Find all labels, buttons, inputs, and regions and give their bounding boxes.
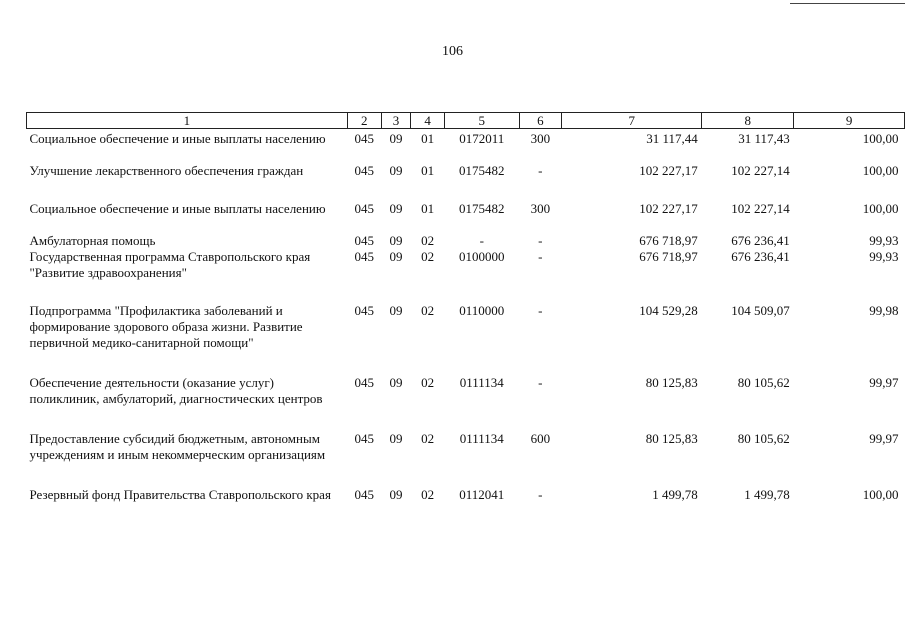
table-row <box>27 233 905 249</box>
code-cell: - <box>538 303 543 318</box>
code-cell: 0111134 <box>459 375 504 390</box>
column-header: 8 <box>702 113 794 129</box>
code-cell: 09 <box>389 249 403 264</box>
code-cell: 09 <box>389 431 403 446</box>
code-cell: 0175482 <box>459 201 505 216</box>
table-row <box>27 129 905 164</box>
amount-cell: 31 117,44 <box>646 131 698 146</box>
code-cell: 02 <box>421 431 435 446</box>
column-header: 1 <box>27 113 348 129</box>
code-cell: 09 <box>389 201 403 216</box>
column-header: 5 <box>445 113 520 129</box>
column-header: 7 <box>562 113 702 129</box>
item-name: Амбулаторная помощь <box>29 233 156 248</box>
code-cell: 045 <box>354 233 374 248</box>
code-cell: - <box>538 163 543 178</box>
item-name: Резервный фонд Правительства Ставропольского края <box>29 487 331 502</box>
amount-cell: 102 227,14 <box>731 201 790 216</box>
amount-cell: 31 117,43 <box>738 131 790 146</box>
code-cell: 09 <box>389 233 403 248</box>
percent-cell: 99,97 <box>869 375 899 390</box>
amount-cell: 676 236,41 <box>731 249 790 264</box>
item-name: Социальное обеспечение и иные выплаты населению <box>29 201 326 216</box>
code-cell: 0175482 <box>459 163 505 178</box>
code-cell: 300 <box>530 131 551 146</box>
code-cell: 0112041 <box>459 487 505 502</box>
amount-cell: 80 105,62 <box>737 375 790 390</box>
code-cell: 045 <box>354 303 374 318</box>
table-row <box>27 375 905 431</box>
item-name: Социальное обеспечение и иные выплаты населению <box>29 131 326 146</box>
amount-cell: 102 227,17 <box>639 163 698 178</box>
item-name: Обеспечение деятельности (оказание услуг) поликлиник, амбулаторий, диагностических центров <box>29 375 323 406</box>
code-cell: 02 <box>421 233 435 248</box>
code-cell: 01 <box>421 201 435 216</box>
amount-cell: 102 227,17 <box>639 201 698 216</box>
amount-cell: 80 125,83 <box>645 375 698 390</box>
budget-table <box>26 112 905 523</box>
code-cell: 02 <box>421 375 435 390</box>
amount-cell: 676 236,41 <box>731 233 790 248</box>
code-cell: 045 <box>354 431 374 446</box>
code-cell: 09 <box>389 163 403 178</box>
code-cell: 045 <box>354 201 374 216</box>
column-header: 2 <box>347 113 381 129</box>
amount-cell: 104 529,28 <box>639 303 698 318</box>
code-cell: 09 <box>389 303 403 318</box>
code-cell: 600 <box>530 431 551 446</box>
amount-cell: 1 499,78 <box>652 487 698 502</box>
percent-cell: 100,00 <box>862 131 899 146</box>
percent-cell: 99,93 <box>869 233 899 248</box>
code-cell: 02 <box>421 303 435 318</box>
item-name: Улучшение лекарственного обеспечения граждан <box>29 163 304 178</box>
code-cell: 0111134 <box>459 431 504 446</box>
table-row <box>27 201 905 233</box>
code-cell: - <box>538 487 543 502</box>
percent-cell: 99,97 <box>869 431 899 446</box>
percent-cell: 100,00 <box>862 163 899 178</box>
column-header: 9 <box>794 113 905 129</box>
amount-cell: 676 718,97 <box>639 249 698 264</box>
column-header: 6 <box>519 113 562 129</box>
code-cell: 01 <box>421 163 435 178</box>
code-cell: 0100000 <box>459 249 505 264</box>
item-name: Подпрограмма "Профилактика заболеваний и формирование здорового образа жизни. Развитие первичной медико-санитарной помощи" <box>29 303 303 350</box>
item-name: Предоставление субсидий бюджетным, автономным учреждениям и иным некоммерческим организациям <box>29 431 326 462</box>
code-cell: - <box>538 249 543 264</box>
column-header: 3 <box>381 113 411 129</box>
page-number: 106 <box>442 44 463 59</box>
amount-cell: 1 499,78 <box>744 487 790 502</box>
code-cell: - <box>479 233 484 248</box>
code-cell: 300 <box>530 201 551 216</box>
table-row <box>27 431 905 487</box>
table-row <box>27 249 905 303</box>
code-cell: 045 <box>354 249 374 264</box>
column-header: 4 <box>411 113 445 129</box>
table-row <box>27 303 905 375</box>
code-cell: 09 <box>389 375 403 390</box>
table-header-row <box>27 113 905 129</box>
amount-cell: 80 125,83 <box>645 431 698 446</box>
code-cell: 09 <box>389 487 403 502</box>
percent-cell: 100,00 <box>862 487 899 502</box>
code-cell: 02 <box>421 487 435 502</box>
code-cell: 0172011 <box>459 131 505 146</box>
code-cell: - <box>538 375 543 390</box>
table-row <box>27 163 905 201</box>
code-cell: - <box>538 233 543 248</box>
amount-cell: 676 718,97 <box>639 233 698 248</box>
code-cell: 045 <box>354 487 374 502</box>
code-cell: 0110000 <box>459 303 505 318</box>
amount-cell: 104 509,07 <box>731 303 790 318</box>
table-row <box>27 487 905 523</box>
top-edge-line <box>790 3 905 4</box>
percent-cell: 99,98 <box>869 303 899 318</box>
code-cell: 045 <box>354 131 374 146</box>
percent-cell: 100,00 <box>862 201 899 216</box>
code-cell: 09 <box>389 131 403 146</box>
amount-cell: 102 227,14 <box>731 163 790 178</box>
code-cell: 01 <box>421 131 435 146</box>
percent-cell: 99,93 <box>869 249 899 264</box>
code-cell: 045 <box>354 163 374 178</box>
code-cell: 045 <box>354 375 374 390</box>
amount-cell: 80 105,62 <box>737 431 790 446</box>
item-name: Государственная программа Ставропольского края "Развитие здравоохранения" <box>29 249 311 280</box>
code-cell: 02 <box>421 249 435 264</box>
